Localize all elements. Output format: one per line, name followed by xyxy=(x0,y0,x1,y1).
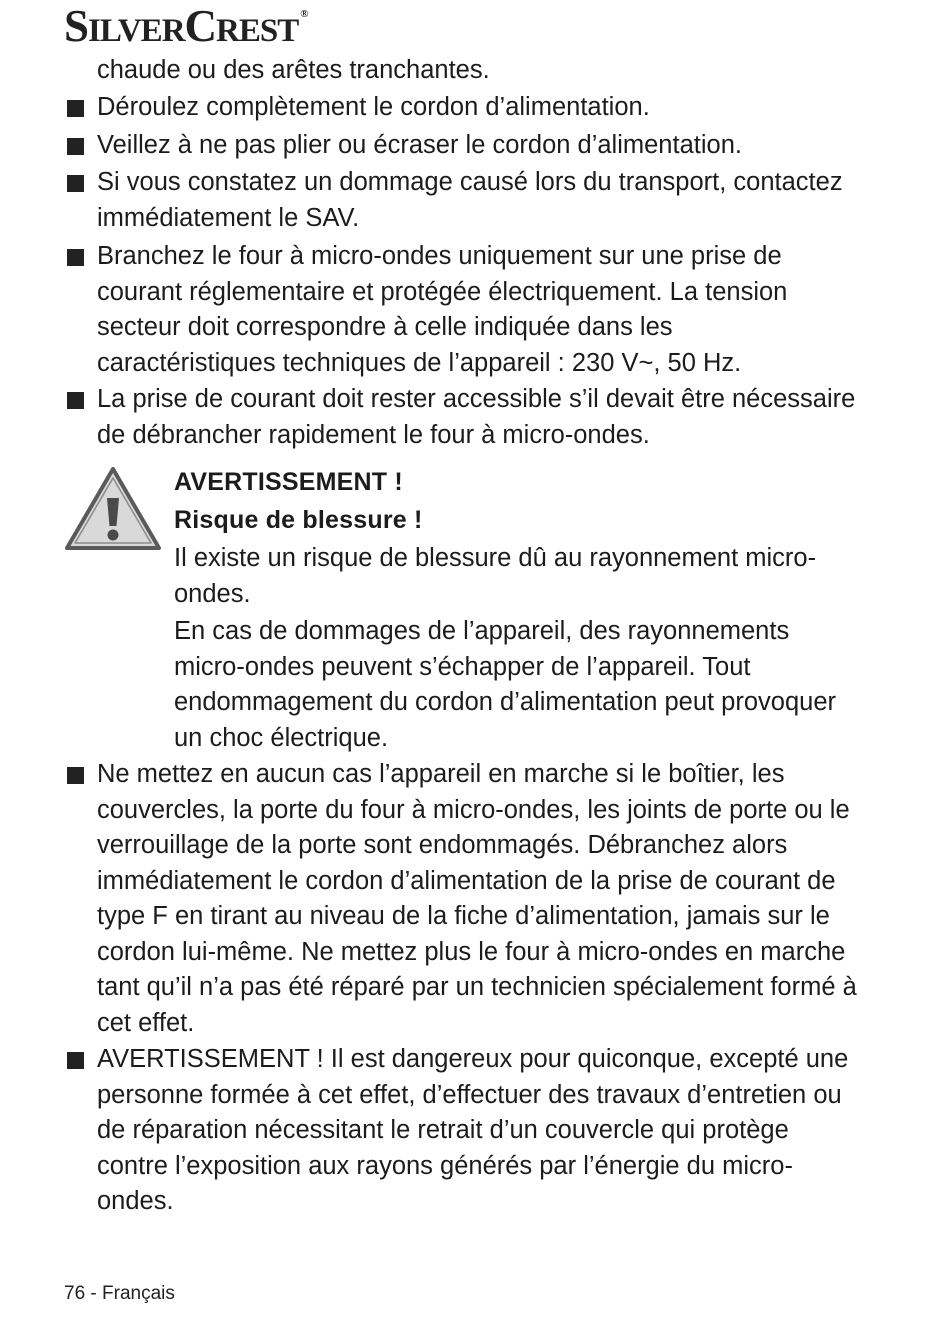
page-footer: 76 - Français xyxy=(64,1283,175,1304)
warning-title: AVERTISSEMENT ! xyxy=(174,468,403,496)
bullet-marker xyxy=(67,138,84,155)
bullet-marker xyxy=(67,249,84,266)
registered-mark: ® xyxy=(300,8,309,20)
logo-c: C xyxy=(184,1,217,51)
bullet-text: Branchez le four à micro-ondes uniquement sur une prise de courant réglementaire et protégée électriquement. La tension secteur doit correspondre à celle indiquée dans les caractéristiques techniques de l’appareil : 230 V~, 50 Hz. xyxy=(97,242,788,377)
bullet-text: Veillez à ne pas plier ou écraser le cordon d’alimentation. xyxy=(97,131,742,159)
warning-triangle-icon xyxy=(64,466,162,552)
bullet-text: La prise de courant doit rester accessible s’il devait être nécessaire de débrancher rapidement le four à micro-ondes. xyxy=(97,385,856,449)
bullet-text: Déroulez complètement le cordon d’alimentation. xyxy=(97,93,650,121)
bullet-marker xyxy=(67,1052,84,1069)
logo-s: S xyxy=(64,1,89,51)
warning-text: En cas de dommages de l’appareil, des rayonnements micro-ondes peuvent s’échapper de l’appareil. Tout endommagement du cordon d’alimentation peut provoquer un choc électrique. xyxy=(174,617,837,752)
brand-logo xyxy=(64,0,309,51)
bullet-text: Si vous constatez un dommage causé lors du transport, contactez immédiatement le SAV. xyxy=(97,168,843,232)
bullet-marker xyxy=(67,100,84,117)
bullet-marker xyxy=(67,175,84,192)
warning-subtitle: Risque de blessure ! xyxy=(174,506,423,534)
warning-text: Il existe un risque de blessure dû au rayonnement micro-ondes. xyxy=(174,544,817,608)
bullet-text: AVERTISSEMENT ! Il est dangereux pour quiconque, excepté une personne formée à cet effet, d’effectuer des travaux d’entretien ou de réparation nécessitant le retrait d’un couvercle qui protège contre l’exposition aux rayons générés par l’énergie du micro-ondes. xyxy=(97,1045,849,1215)
logo-ilver: ILVER xyxy=(88,13,185,49)
intro-line: chaude ou des arêtes tranchantes. xyxy=(97,56,490,84)
logo-rest: REST xyxy=(216,13,299,49)
bullet-marker xyxy=(67,392,84,409)
bullet-text: Ne mettez en aucun cas l’appareil en marche si le boîtier, les couvercles, la porte du four à micro-ondes, les joints de porte ou le verrouillage de la porte sont endommagés. Débranchez alors immédiatement le cordon d’alimentation de la prise de courant de type F en tirant au niveau de la fiche d’alimentation, jamais sur le cordon lui-même. Ne mettez plus le four à micro-ondes en marche tant qu’il n’a pas été réparé par un technicien spécialement formé à cet effet. xyxy=(97,760,857,1037)
bullet-marker xyxy=(67,767,84,784)
